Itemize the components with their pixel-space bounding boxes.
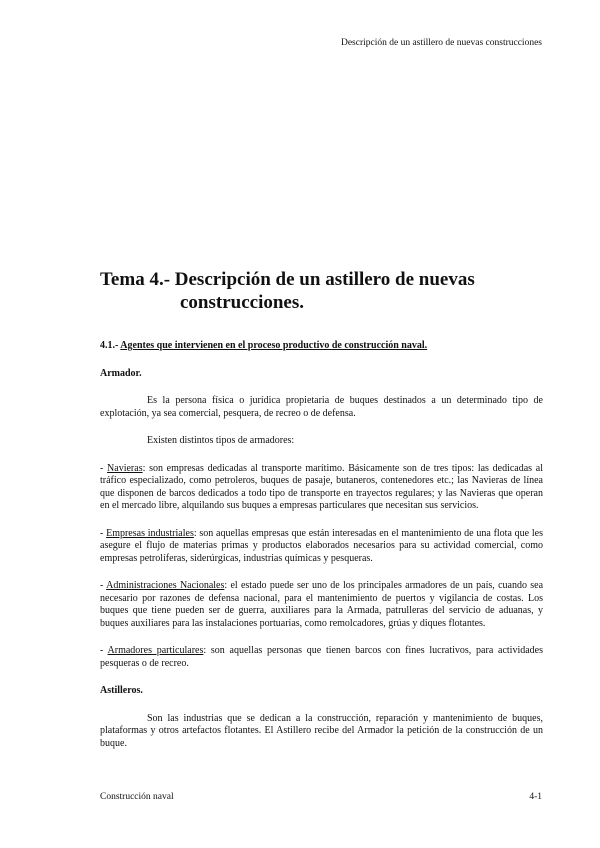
list-dash: - (100, 645, 108, 656)
footer-page-number: 4-1 (529, 792, 542, 802)
armador-type-administraciones (100, 580, 543, 630)
text-empresas-industriales: : son aquellas empresas que están interesadas en el mantenimiento de una flota que les asegure el flujo de materias primas y productos elaborados necesarios para su actividad comercial, como empresas petrolíferas, siderúrgicas, industrias químicas y pesqueras. (100, 527, 543, 564)
chapter-title-line1: Tema 4.- Descripción de un astillero de nuevas (100, 269, 475, 290)
astilleros-definition: Son las industrias que se dedican a la construcción, reparación y mantenimiento de buques, plataformas y otros artefactos flotantes. El Astillero recibe del Armador la petición de la construcción de un buque. (100, 712, 543, 749)
text-administraciones-nacionales: : el estado puede ser uno de los principales armadores de un país, cuando sea necesario por razones de defensa nacional, para el mantenimiento de puertos y vigilancia de costas. Los buques que tiene pueden ser de guerra, auxiliares para la Armada, patrulleras del servicio de aduanas, y buques auxiliares para las instalaciones portuarias, como remolcadores, grúas y diques flotantes. (100, 580, 544, 629)
list-dash: - (100, 580, 107, 591)
section-title: Agentes que intervienen en el proceso productivo de construcción naval. (120, 340, 428, 351)
term-administraciones-nacionales: Administraciones Nacionales (106, 580, 225, 591)
footer-course-name: Construcción naval (100, 792, 174, 802)
section-heading (100, 340, 543, 353)
armador-type-empresas (100, 528, 543, 566)
armador-type-particulares (100, 645, 543, 670)
armador-types-intro: Existen distintos tipos de armadores: (147, 435, 295, 446)
term-empresas-industriales: Empresas industriales (106, 527, 194, 539)
astilleros-heading: Astilleros. (100, 685, 143, 696)
list-dash: - (100, 527, 107, 539)
armador-definition: Es la persona física o jurídica propietaria de buques destinados a un determinado tipo de explotación, ya sea comercial, pesquera, de recreo o de defensa. (100, 395, 543, 419)
list-dash: - (100, 462, 108, 474)
term-navieras: Navieras (107, 462, 143, 474)
term-armadores-particulares: Armadores particulares (107, 645, 204, 656)
text-navieras: : son empresas dedicadas al transporte marítimo. Básicamente son de tres tipos: las dedicadas al tráfico especializado, como petroleros, buques de pasaje, butaneros, contenedores etc.; las Navieras de línea que disponen de barcos dedicados a todo tipo de transporte en trayectos regulares; y las Navieras que operan en el mercado libre, alquilando sus buques a empresas particulares que necesitan sus servicios. (100, 462, 543, 511)
body-content (100, 340, 543, 750)
chapter-title (100, 268, 560, 314)
text-armadores-particulares: : son aquellas personas que tienen barcos con fines lucrativos, para actividades pesqueras o de recreo. (100, 645, 543, 669)
running-header: Descripción de un astillero de nuevas construcciones (340, 38, 542, 48)
armador-heading: Armador. (100, 367, 142, 379)
section-number: 4.1.- (100, 340, 121, 351)
armador-type-navieras (100, 463, 543, 513)
chapter-title-line2: construcciones. (180, 292, 305, 313)
